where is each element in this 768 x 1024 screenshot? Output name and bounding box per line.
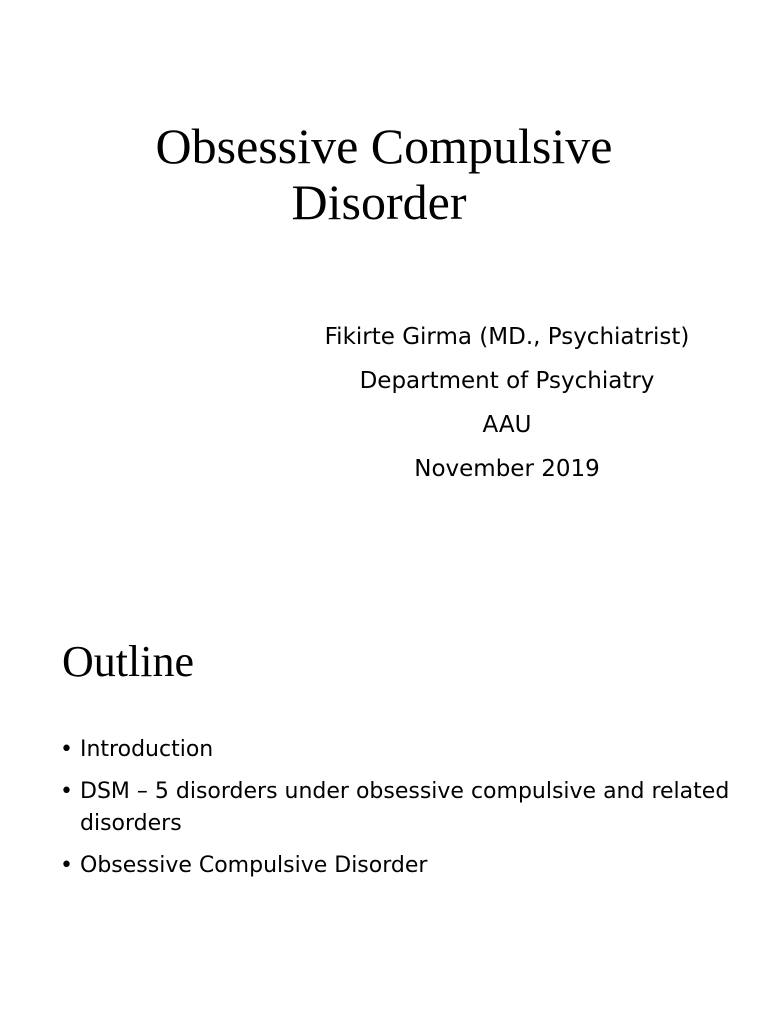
outline-list (60, 734, 740, 892)
department-text: Department of Psychiatry (359, 368, 655, 394)
bullet-icon: • (60, 779, 73, 804)
list-item (60, 776, 740, 840)
title-line-1: Obsessive Compulsive (155, 118, 613, 174)
slide-subtitle (262, 315, 752, 491)
outline-heading: Outline (62, 637, 194, 686)
list-item-text: Introduction (80, 737, 214, 762)
list-item (60, 850, 740, 882)
list-item (60, 734, 740, 766)
title-line-2: Disorder (291, 174, 467, 230)
date-text: November 2019 (414, 456, 600, 482)
list-item-text: DSM – 5 disorders under obsessive compulsive and related disorders (80, 779, 730, 836)
author-text: Fikirte Girma (MD., Psychiatrist) (324, 324, 690, 350)
list-item-text: Obsessive Compulsive Disorder (80, 853, 428, 878)
slide-title (0, 118, 768, 230)
institution-text: AAU (482, 412, 532, 438)
bullet-icon: • (60, 737, 73, 762)
bullet-icon: • (60, 853, 73, 878)
